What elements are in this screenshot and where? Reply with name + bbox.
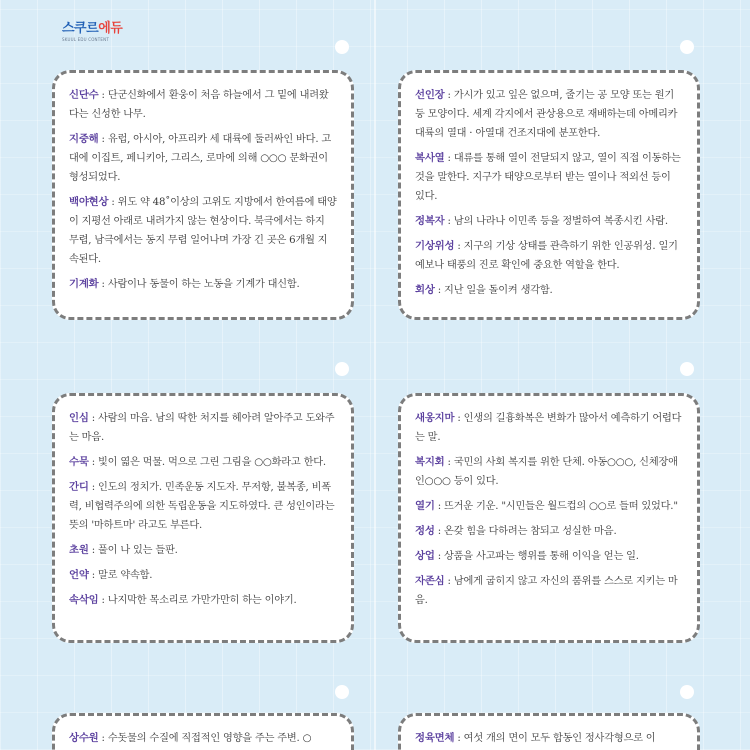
- definition: 뜨거운 기운. "시민들은 월드컵의 ○○로 들떠 있었다.": [444, 501, 678, 512]
- term: 회상: [415, 284, 435, 296]
- card-top-left: [52, 70, 354, 320]
- definition: 국민의 사회 복지를 위한 단체. 아동○○○, 신체장애인○○○ 등이 있다.: [415, 457, 678, 487]
- definition: 사람이나 동물이 하는 노동을 기계가 대신함.: [107, 279, 300, 290]
- term: 수묵: [69, 456, 89, 468]
- entry: 상수원 : 수돗물의 수질에 직접적인 영향을 주는 주변. ○: [69, 732, 312, 744]
- card-bottom-left: [52, 713, 354, 750]
- term: 언약: [69, 569, 89, 581]
- definition: 가시가 있고 잎은 없으며, 줄기는 공 모양 또는 원기둥 모양이다. 세계 각지에서 관상용으로 재배하는데 아메리카 대륙의 열대 · 아열대 건조지대에 분포한다.: [415, 90, 678, 139]
- entry: 신단수 : 단군신화에서 환웅이 처음 하늘에서 그 밑에 내려왔다는 신성한 나무.: [69, 89, 329, 120]
- card-bottom-right: [398, 713, 700, 750]
- logo-subtext: SKUUL EDU CONTENT: [62, 37, 109, 42]
- definition: 인생의 길흉화복은 변화가 많아서 예측하기 어렵다는 말.: [415, 413, 682, 443]
- term: 자존심: [415, 575, 445, 587]
- entry: 열기 : 뜨거운 기운. "시민들은 월드컵의 ○○로 들떠 있었다.": [415, 500, 678, 512]
- definition: 상품을 사고파는 행위를 통해 이익을 얻는 일.: [444, 551, 639, 562]
- term: 기계화: [69, 278, 99, 290]
- definition: 풀이 나 있는 들판.: [98, 545, 178, 556]
- term: 정육면체: [415, 732, 455, 744]
- term: 복사열: [415, 152, 445, 164]
- term: 정복자: [415, 215, 445, 227]
- term: 간디: [69, 481, 89, 493]
- term: 속삭임: [69, 594, 99, 606]
- logo: [62, 22, 122, 48]
- entry: 백야현상 : 위도 약 48˚이상의 고위도 지방에서 한여름에 태양이 지평선 아래로 내려가지 않는 현상이다. 북극에서는 하지 무렵, 남극에서는 동지 무렵 일어나며 가장 긴 곳은 6개월 지속된다.: [69, 196, 337, 265]
- hole-mr: [680, 362, 694, 376]
- entry: 복지회 : 국민의 사회 복지를 위한 단체. 아동○○○, 신체장애인○○○ 등이 있다.: [415, 456, 678, 487]
- entry: 속삭임 : 나지막한 목소리로 가만가만히 하는 이야기.: [69, 594, 297, 606]
- hole-br: [680, 685, 694, 699]
- term: 백야현상: [69, 196, 109, 208]
- entry: 자존심 : 남에게 굽히지 않고 자신의 품위를 스스로 지키는 마음.: [415, 575, 678, 606]
- hole-bl: [335, 685, 349, 699]
- entry: 기계화 : 사람이나 동물이 하는 노동을 기계가 대신함.: [69, 278, 300, 290]
- entry: 새옹지마 : 인생의 길흉화복은 변화가 많아서 예측하기 어렵다는 말.: [415, 412, 682, 443]
- entry: 정성 : 온갖 힘을 다하려는 참되고 성실한 마음.: [415, 525, 617, 537]
- term: 복지회: [415, 456, 445, 468]
- definition: 단군신화에서 환웅이 처음 하늘에서 그 밑에 내려왔다는 신성한 나무.: [69, 90, 329, 120]
- definition: 지구의 기상 상태를 관측하기 위한 인공위성. 일기 예보나 태풍의 진로 확인에 중요한 역할을 한다.: [415, 241, 678, 271]
- entry: 상업 : 상품을 사고파는 행위를 통해 이익을 얻는 일.: [415, 550, 639, 562]
- card-middle-left: [52, 393, 354, 643]
- term: 상수원: [69, 732, 99, 744]
- term: 새옹지마: [415, 412, 455, 424]
- definition: 온갖 힘을 다하려는 참되고 성실한 마음.: [444, 526, 617, 537]
- term: 지중해: [69, 133, 99, 145]
- entry: 간디 : 인도의 정치가. 민족운동 지도자. 무저항, 불복종, 비폭력, 비협력주의에 의한 독립운동을 지도하였다. 큰 성인이라는 뜻의 '마하트마' 라고도 부른다.: [69, 481, 335, 531]
- hole-tl: [335, 40, 349, 54]
- term: 상업: [415, 550, 435, 562]
- card-top-right: [398, 70, 700, 320]
- entry: 수묵 : 빛이 엷은 먹물. 먹으로 그린 그림을 ○○화라고 한다.: [69, 456, 326, 468]
- term: 신단수: [69, 89, 99, 101]
- term: 열기: [415, 500, 435, 512]
- definition: 나지막한 목소리로 가만가만히 하는 이야기.: [107, 595, 297, 606]
- card-middle-right: [398, 393, 700, 643]
- entry: 인심 : 사람의 마음. 남의 딱한 처지를 헤아려 알아주고 도와주는 마음.: [69, 412, 335, 443]
- term: 정성: [415, 525, 435, 537]
- entry: 초원 : 풀이 나 있는 들판.: [69, 544, 178, 556]
- term: 선인장: [415, 89, 445, 101]
- definition: 인도의 정치가. 민족운동 지도자. 무저항, 불복종, 비폭력, 비협력주의에 의한 독립운동을 지도하였다. 큰 성인이라는 뜻의 '마하트마' 라고도 부른다.: [69, 482, 335, 531]
- entry: 회상 : 지난 일을 돌이켜 생각함.: [415, 284, 553, 296]
- definition: 지난 일을 돌이켜 생각함.: [444, 285, 553, 296]
- entry: 언약 : 말로 약속함.: [69, 569, 153, 581]
- hole-ml: [335, 362, 349, 376]
- hole-tr: [680, 40, 694, 54]
- term: 인심: [69, 412, 89, 424]
- definition: 남에게 굽히지 않고 자신의 품위를 스스로 지키는 마음.: [415, 576, 678, 606]
- definition: 위도 약 48˚이상의 고위도 지방에서 한여름에 태양이 지평선 아래로 내려가지 않는 현상이다. 북극에서는 하지 무렵, 남극에서는 동지 무렵 일어나며 가장 긴 곳은 6개월 지속된다.: [69, 197, 337, 265]
- entry: 정복자 : 남의 나라나 이민족 등을 정벌하여 복종시킨 사람.: [415, 215, 668, 227]
- entry: 기상위성 : 지구의 기상 상태를 관측하기 위한 인공위성. 일기 예보나 태풍의 진로 확인에 중요한 역할을 한다.: [415, 240, 678, 271]
- logo-text-1: 스쿠르: [62, 21, 99, 36]
- entry: 선인장 : 가시가 있고 잎은 없으며, 줄기는 공 모양 또는 원기둥 모양이다. 세계 각지에서 관상용으로 재배하는데 아메리카 대륙의 열대 · 아열대 건조지대에 분포한다.: [415, 89, 678, 139]
- definition: 말로 약속함.: [98, 570, 153, 581]
- entry: 지중해 : 유럽, 아시아, 아프리카 세 대륙에 둘러싸인 바다. 고대에 이집트, 페니키아, 그리스, 로마에 의해 ○○○ 문화권이 형성되었다.: [69, 133, 332, 183]
- term: 초원: [69, 544, 89, 556]
- definition: 수돗물의 수질에 직접적인 영향을 주는 주변. ○: [107, 733, 312, 744]
- definition: 대류를 통해 열이 전달되지 않고, 열이 직접 이동하는 것을 말한다. 지구가 태양으로부터 받는 열이나 적외선 등이 있다.: [415, 153, 681, 202]
- definition: 남의 나라나 이민족 등을 정벌하여 복종시킨 사람.: [453, 216, 668, 227]
- entry: 복사열 : 대류를 통해 열이 전달되지 않고, 열이 직접 이동하는 것을 말한다. 지구가 태양으로부터 받는 열이나 적외선 등이 있다.: [415, 152, 681, 202]
- definition: 빛이 엷은 먹물. 먹으로 그린 그림을 ○○화라고 한다.: [98, 457, 326, 468]
- definition: 유럽, 아시아, 아프리카 세 대륙에 둘러싸인 바다. 고대에 이집트, 페니키아, 그리스, 로마에 의해 ○○○ 문화권이 형성되었다.: [69, 134, 332, 183]
- logo-text-2: 에듀: [98, 21, 123, 36]
- center-divider: [374, 0, 376, 750]
- entry: 정육면체 : 여섯 개의 면이 모두 합동인 정사각형으로 이: [415, 732, 656, 744]
- term: 기상위성: [415, 240, 455, 252]
- definition: 사람의 마음. 남의 딱한 처지를 헤아려 알아주고 도와주는 마음.: [69, 413, 335, 443]
- definition: 여섯 개의 면이 모두 합동인 정사각형으로 이: [463, 733, 656, 744]
